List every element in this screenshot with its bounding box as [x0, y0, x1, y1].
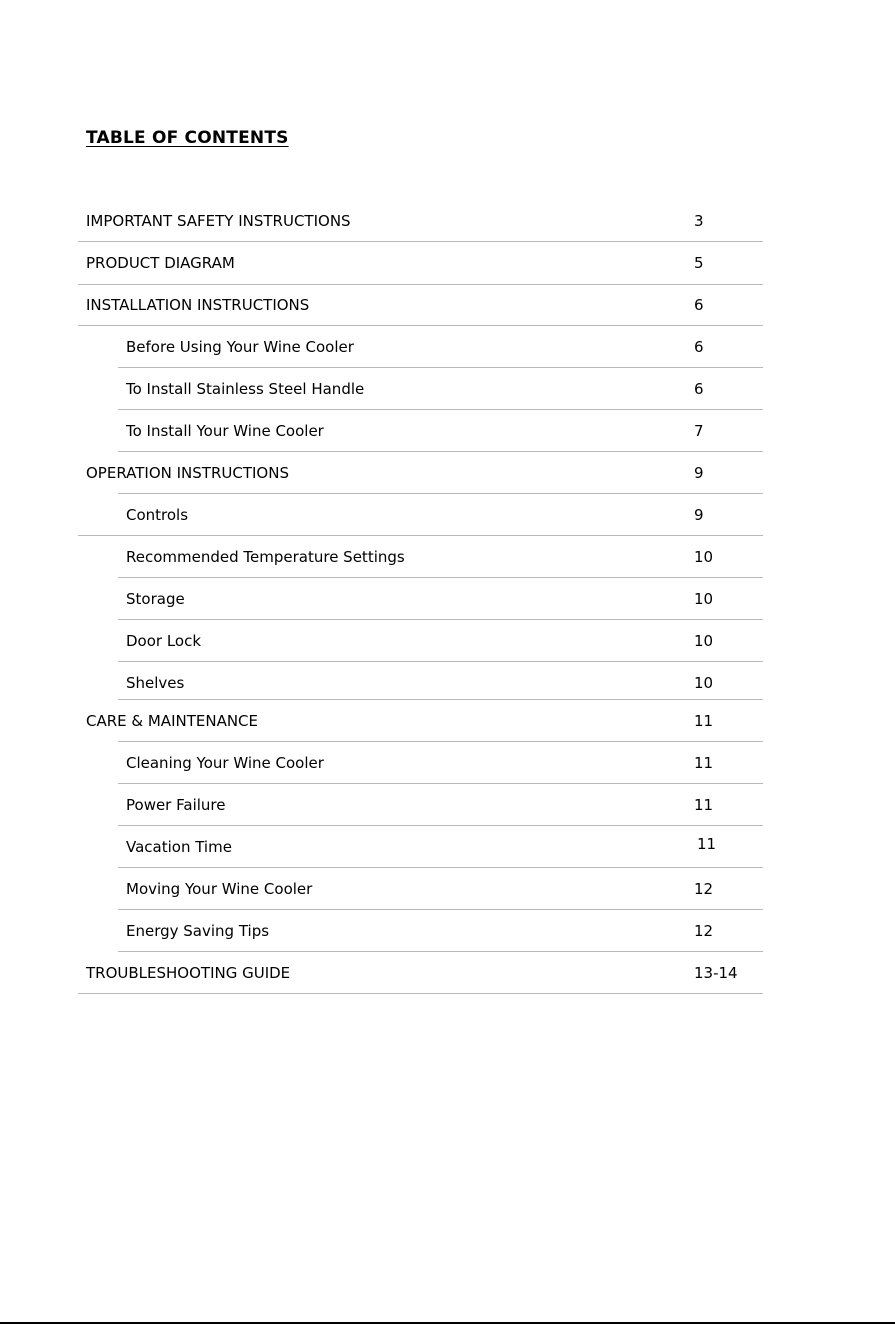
toc-entry-label: Door Lock	[126, 632, 202, 650]
toc-entry-page: 10	[694, 632, 714, 650]
toc-entry-page: 6	[694, 296, 704, 314]
toc-subentry	[0, 379, 895, 399]
divider	[118, 451, 763, 452]
toc-entry-label: TROUBLESHOOTING GUIDE	[86, 964, 291, 982]
toc-subentry	[0, 589, 895, 609]
toc-entry-page: 12	[694, 922, 714, 940]
toc-entry-label: CARE & MAINTENANCE	[86, 712, 259, 730]
divider	[78, 241, 763, 242]
toc-entry-label: INSTALLATION INSTRUCTIONS	[86, 296, 310, 314]
toc-subentry	[0, 673, 895, 693]
toc-subentry	[0, 631, 895, 651]
toc-entry-label: OPERATION INSTRUCTIONS	[86, 464, 289, 482]
toc-entry-page: 6	[694, 380, 704, 398]
toc-entry-label: Power Failure	[126, 796, 226, 814]
toc-subentry	[0, 421, 895, 441]
toc-entry-page: 10	[694, 674, 714, 692]
divider	[118, 909, 763, 910]
divider	[118, 367, 763, 368]
toc-subentry	[0, 505, 895, 525]
divider	[118, 741, 763, 742]
divider	[118, 409, 763, 410]
toc-entry	[0, 711, 895, 731]
toc-entry-page: 9	[694, 464, 704, 482]
divider	[78, 284, 763, 285]
divider	[118, 951, 763, 952]
toc-entry-label: Controls	[126, 506, 189, 524]
divider	[118, 493, 763, 494]
toc-subentry	[0, 879, 895, 899]
toc-entry-label: Recommended Temperature Settings	[126, 548, 405, 566]
toc-entry	[0, 253, 895, 273]
page-title: TABLE OF CONTENTS	[86, 128, 289, 148]
toc-subentry	[0, 547, 895, 567]
divider	[118, 825, 763, 826]
toc-subentry	[0, 795, 895, 815]
toc-entry-page: 5	[694, 254, 704, 272]
divider	[118, 699, 763, 700]
toc-entry-page: 3	[694, 212, 704, 230]
toc-entry-label: Cleaning Your Wine Cooler	[126, 754, 324, 772]
toc-entry-page: 11	[694, 754, 714, 772]
toc-entry-page: 10	[694, 590, 714, 608]
toc-subentry	[0, 837, 895, 857]
toc-entry-label: To Install Your Wine Cooler	[126, 422, 324, 440]
toc-entry-label: IMPORTANT SAFETY INSTRUCTIONS	[86, 212, 351, 230]
divider	[118, 619, 763, 620]
divider	[78, 325, 763, 326]
divider	[118, 661, 763, 662]
toc-entry-page: 6	[694, 338, 704, 356]
toc-entry-page: 12	[694, 880, 714, 898]
toc-entry	[0, 295, 895, 315]
toc-entry-page: 13-14	[694, 964, 738, 982]
toc-subentry	[0, 337, 895, 357]
toc-entry-page: 9	[694, 506, 704, 524]
toc-entry-label: Before Using Your Wine Cooler	[126, 338, 354, 356]
divider	[118, 577, 763, 578]
divider	[78, 993, 763, 994]
toc-entry	[0, 963, 895, 983]
toc-subentry	[0, 753, 895, 773]
toc-entry-page: 11	[694, 712, 714, 730]
divider	[118, 867, 763, 868]
toc-entry-page: 7	[694, 422, 704, 440]
toc-entry	[0, 211, 895, 231]
toc-entry-label: To Install Stainless Steel Handle	[126, 380, 365, 398]
toc-entry-page: 11	[697, 835, 717, 853]
divider	[118, 783, 763, 784]
toc-entry-label: Storage	[126, 590, 185, 608]
toc-entry-label: Vacation Time	[126, 838, 232, 856]
toc-entry-label: Moving Your Wine Cooler	[126, 880, 313, 898]
divider	[78, 535, 763, 536]
toc-entry-page: 10	[694, 548, 714, 566]
toc-entry-page: 11	[694, 796, 714, 814]
toc-entry-label: Shelves	[126, 674, 185, 692]
toc-entry-label: PRODUCT DIAGRAM	[86, 254, 235, 272]
toc-subentry	[0, 921, 895, 941]
toc-entry-label: Energy Saving Tips	[126, 922, 270, 940]
toc-entry	[0, 463, 895, 483]
